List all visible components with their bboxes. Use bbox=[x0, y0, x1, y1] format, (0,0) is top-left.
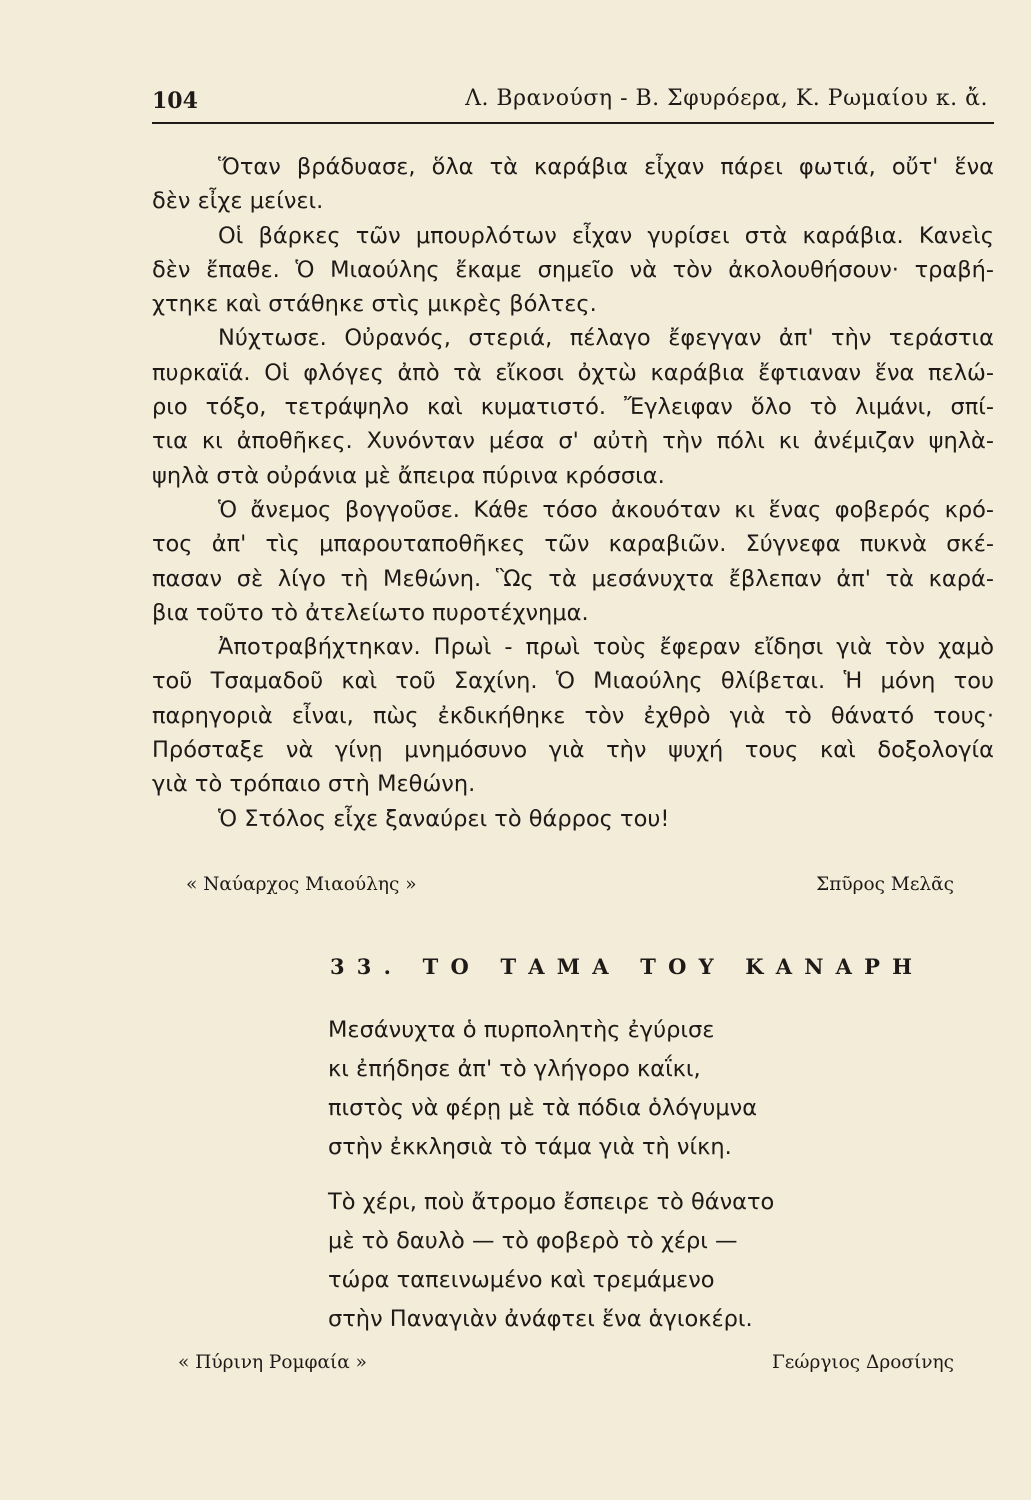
text-line: γιὰ τὸ τρόπαιο στὴ Μεθώνη. bbox=[152, 771, 476, 798]
paragraph-3 bbox=[152, 321, 994, 492]
text-line: βια τοῦτο τὸ ἀτελείωτο πυροτέχνημα. bbox=[152, 599, 589, 626]
poem-verse: τώρα ταπεινωμένο καὶ τρεμάμενο bbox=[328, 1267, 715, 1293]
text-line: τια κι ἀποθῆκες. Χυνόνταν μέσα σ' αὐτὴ τὴν πόλι κι ἀνέμιζαν ψηλὰ- bbox=[152, 428, 994, 455]
poem-verse: στὴν Παναγιὰν ἀνάφτει ἕνα ἁγιοκέρι. bbox=[328, 1306, 753, 1332]
text-line: παρηγοριὰ εἶναι, πὼς ἐκδικήθηκε τὸν ἐχθρὸ γιὰ τὸ θάνατό τους· bbox=[152, 702, 994, 729]
text-line: πυρκαϊά. Οἱ φλόγες ἀπὸ τὰ εἴκοσι ὀχτὼ καράβια ἔφτιαναν ἕνα πελώ- bbox=[152, 359, 994, 386]
paragraph-2 bbox=[152, 219, 994, 322]
text-line: Ἀποτραβήχτηκαν. Πρωὶ - πρωὶ τοὺς ἔφεραν εἴδησι γιὰ τὸν χαμὸ bbox=[218, 634, 994, 661]
poem-stanza-1 bbox=[328, 1011, 848, 1167]
source-work-title: « Ναύαρχος Μιαούλης » bbox=[186, 874, 417, 895]
text-line: δὲν ἔπαθε. Ὁ Μιαούλης ἔκαμε σημεῖο νὰ τὸν ἀκολουθήσουν· τραβή- bbox=[152, 256, 994, 283]
paragraph-1 bbox=[152, 150, 994, 219]
text-line: Οἱ βάρκες τῶν μπουρλότων εἶχαν γυρίσει στὰ καράβια. Κανεὶς bbox=[218, 222, 994, 249]
page-header bbox=[152, 84, 994, 120]
poem-verse: Μεσάνυχτα ὁ πυρπολητὴς ἐγύρισε bbox=[328, 1017, 715, 1043]
text-line: Νύχτωσε. Οὐρανός, στεριά, πέλαγο ἔφεγγαν ἀπ' τὴν τεράστια bbox=[218, 325, 994, 352]
poem-verse: Τὸ χέρι, ποὺ ἄτρομο ἔσπειρε τὸ θάνατο bbox=[328, 1189, 775, 1215]
text-line: Ὁ ἄνεμος βογγοῦσε. Κάθε τόσο ἀκουόταν κι ἕνας φοβερός κρό- bbox=[218, 496, 994, 523]
paragraph-6 bbox=[152, 802, 994, 836]
header-rule bbox=[152, 122, 994, 124]
text-line: ψηλὰ στὰ οὐράνια μὲ ἄπειρα πύρινα κρόσσια. bbox=[152, 462, 665, 489]
text-line: ριο τόξο, τετράψηλο καὶ κυματιστό. Ἔγλειφαν ὅλο τὸ λιμάνι, σπί- bbox=[152, 394, 994, 421]
text-line: πασαν σὲ λίγο τὴ Μεθώνη. Ὣς τὰ μεσάνυχτα ἔβλεπαν ἀπ' τὰ καρά- bbox=[152, 565, 994, 592]
poem-stanza-2 bbox=[328, 1183, 848, 1339]
running-head: Λ. Βρανούση - Β. Σφυρόερα, Κ. Ρωμαίου κ. ἄ. bbox=[465, 86, 988, 111]
text-line: χτηκε καὶ στάθηκε στὶς μικρὲς βόλτες. bbox=[152, 291, 597, 318]
text-line: τος ἀπ' τὶς μπαρουταποθῆκες τῶν καραβιῶν. Σύγνεφα πυκνὰ σκέ- bbox=[152, 531, 994, 558]
source-citation-2 bbox=[178, 1352, 954, 1382]
text-line: δὲν εἶχε μείνει. bbox=[152, 188, 324, 215]
source-work-title: « Πύρινη Ρομφαία » bbox=[178, 1352, 367, 1373]
page-number: 104 bbox=[152, 88, 198, 114]
paragraph-4 bbox=[152, 493, 994, 630]
paragraph-5 bbox=[152, 630, 994, 801]
source-citation-1 bbox=[186, 874, 954, 904]
text-line: Πρόσταξε νὰ γίνῃ μνημόσυνο γιὰ τὴν ψυχή τους καὶ δοξολογία bbox=[152, 737, 994, 764]
text-line: Ὁ Στόλος εἶχε ξαναύρει τὸ θάρρος του! bbox=[218, 805, 670, 832]
poem-verse: στὴν ἐκκλησιὰ τὸ τάμα γιὰ τὴ νίκη. bbox=[328, 1134, 732, 1160]
poem-verse: κι ἐπήδησε ἀπ' τὸ γλήγορο καΐκι, bbox=[328, 1056, 701, 1082]
section-title: 33. ΤΟ ΤΑΜΑ ΤΟΥ ΚΑΝΑΡΗ bbox=[330, 954, 925, 979]
source-author: Γεώργιος Δροσίνης bbox=[771, 1352, 954, 1373]
text-line: τοῦ Τσαμαδοῦ καὶ τοῦ Σαχίνη. Ὁ Μιαούλης θλίβεται. Ἡ μόνη του bbox=[152, 668, 994, 695]
prose-body bbox=[152, 150, 994, 836]
poem-verse: πιστὸς νὰ φέρῃ μὲ τὰ πόδια ὁλόγυμνα bbox=[328, 1095, 758, 1121]
text-line: Ὅταν βράδυασε, ὅλα τὰ καράβια εἶχαν πάρει φωτιά, οὔτ' ἕνα bbox=[218, 154, 994, 180]
source-author: Σπῦρος Μελᾶς bbox=[816, 874, 954, 895]
poem-verse: μὲ τὸ δαυλὸ — τὸ φοβερὸ τὸ χέρι — bbox=[328, 1228, 738, 1254]
